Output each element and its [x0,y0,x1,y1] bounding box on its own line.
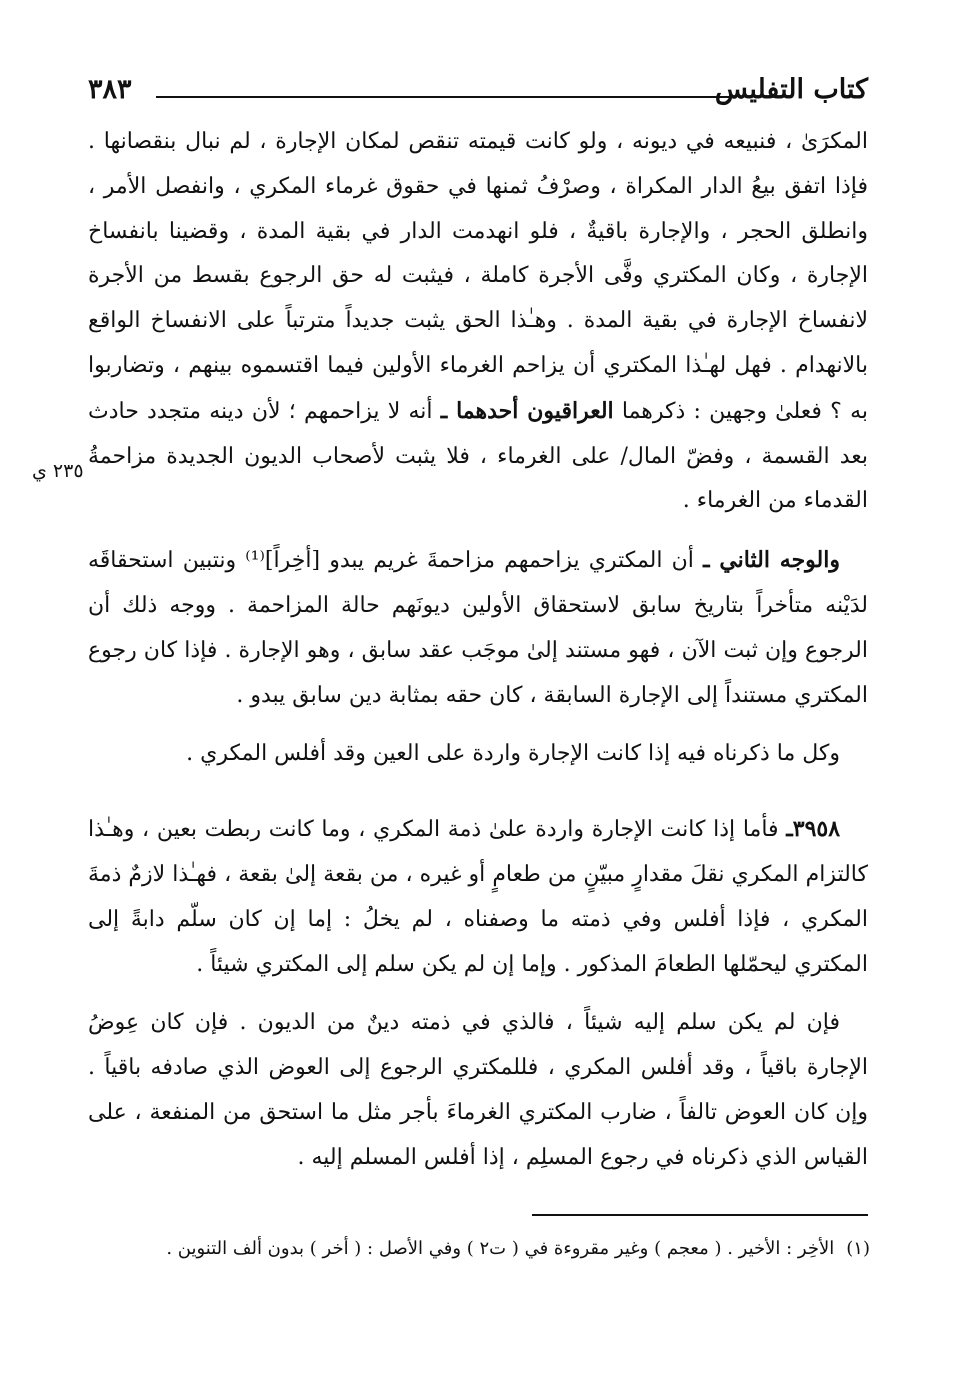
paragraph-1-end: أنه لا يزاحمهم ؛ لأن دينه متجدد حادث بعد القسمة ، وفضّ المال/ على الغرماء ، فلا يثبت لأصحاب الديون الجديدة مزاحمةُ القدماء من الغرماء . [88,398,868,514]
footnote [88,1232,870,1266]
paragraph-1-bold: العراقيون أحدهما ـ [440,397,614,424]
page-header [88,70,868,110]
footnote-text: الأخِر : الأخير . ( معجم ) وغير مقروءة في ( ت٢ ) وفي الأصل : ( أخر ) بدون ألف التنوين . [166,1238,835,1259]
paragraph-1-text: المكرَىٰ ، فنبيعه في ديونه ، ولو كانت قيمته تنقص لمكان الإجارة ، لم نبال بنقصانها . فإذا اتفق بيعُ الدار المكراة ، وصرْفُ ثمنها في حقوق غرماء المكري ، وانفصل الأمر ، وانطلق الحجر ، والإجارة باقيةٌ ، فلو انهدمت الدار في بقية المدة ، وقضينا بانفساخ الإجارة ، وكان المكتري وفَّى الأجرة كاملة ، فيثبت له حق الرجوع بقسط من الأجرة لانفساخ الإجارة في بقية المدة . وهـٰذا الحق يثبت جديداً مترتباً على الانفساخ الواقع بالانهدام . فهل لهـٰذا المكتري أن يزاحم الغرماء الأولين فيما اقتسموه بينهم ، وتضاربوا به ؟ فعلىٰ وجهين : ذكرهما [88,129,868,424]
footnote-number: (١) [846,1238,870,1259]
footnote-rule [532,1214,868,1216]
page-body [88,120,868,1181]
paragraph-5: فإن لم يكن سلم إليه شيئاً ، فالذي في ذمته دينٌ من الديون . فإن كان عِوضُ الإجارة باقياً ، وقد أفلس المكري ، فللمكتري الرجوع إلى العوض الذي صادفه باقياً . وإن كان العوض تالفاً ، ضارب المكتري الغرماءَ بأجر مثل ما استحق من المنفعة ، على القياس الذي ذكرناه في رجوع المسلِم ، إذا أفلس المسلم إليه . [88,1010,868,1170]
paragraph-2 [88,538,868,718]
paragraph-2-bold: والوجه الثاني ـ [703,547,840,574]
paragraph-4-text: فأما إذا كانت الإجارة واردة علىٰ ذمة المكري ، وما كانت ربطت بعين ، وهـٰذا كالتزام المكري نقلَ مقدارٍ مبيّنٍ من طعامٍ أو غيره ، من بقعة إلىٰ بقعة ، فهـٰذا لازمٌ ذمةَ المكري ، فإذا أفلس وفي ذمته ما وصفناه ، لم يخلُ : إما إن كان سلّم دابةً إلى المكتري ليحمّلها الطعامَ المذكور . وإما إن لم يكن سلم إلى المكتري شيئاً . [88,817,868,977]
page-number: ٣٨٣ [88,74,132,105]
margin-note: ٢٣٥ ي [32,460,84,482]
paragraph-1 [88,120,868,524]
paragraph-4 [88,807,868,987]
book-title: كتاب التفليس [714,74,868,105]
section-number: ٣٩٥٨ـ [786,816,841,843]
paragraph-2-text: أن المكتري يزاحمهم مزاحمةَ غريم يبدو [أخِراً]⁽¹⁾ ونتبين استحقاقَه لدَيْنه متأخراً بتاريخ سابق لاستحقاق الأولين ديونَهم حالة المزاحمة . ووجه ذلك أن الرجوع وإن ثبت الآن ، فهو مستند إلىٰ موجَب عقد سابق ، وهو الإجارة . فإذا كان رجوع المكتري مستنداً إلى الإجارة السابقة ، كان حقه بمثابة دين سابق يبدو . [88,548,868,708]
header-rule [156,96,730,98]
paragraph-3: وكل ما ذكرناه فيه إذا كانت الإجارة واردة على العين وقد أفلس المكري . [186,741,840,767]
